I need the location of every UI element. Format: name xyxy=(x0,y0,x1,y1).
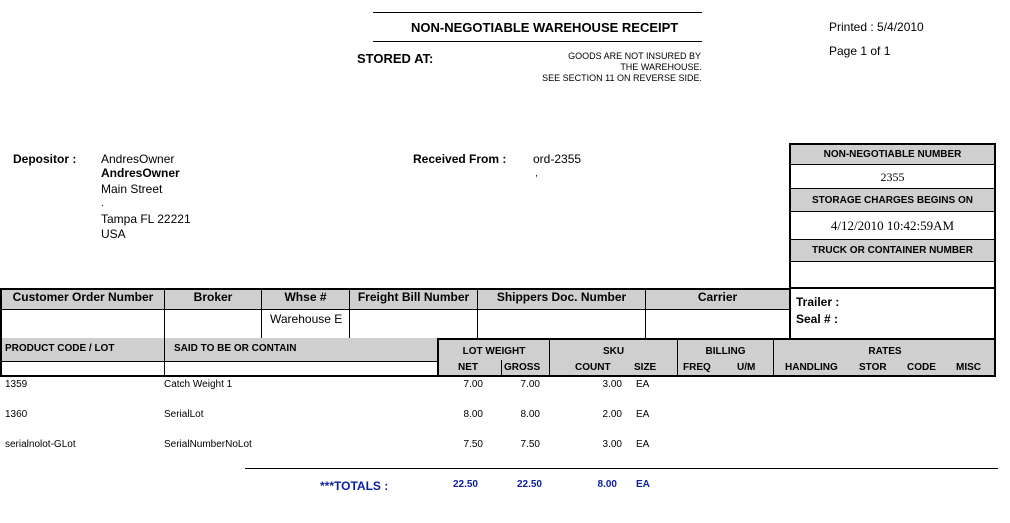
col-broker: Broker xyxy=(193,290,233,304)
order-divider-1 xyxy=(164,290,165,338)
net-gross-divider xyxy=(501,360,502,375)
items-header-left-sub xyxy=(0,362,438,377)
received-from-value: ord-2355 xyxy=(533,152,582,166)
received-from-value2: , xyxy=(535,168,538,179)
lot-weight-header: LOT WEIGHT xyxy=(462,346,526,357)
misc-header: MISC xyxy=(956,362,981,373)
depositor-line4: . xyxy=(101,198,104,209)
truck-label: TRUCK OR CONTAINER NUMBER xyxy=(812,245,973,256)
nn-number-cell xyxy=(791,165,994,189)
depositor-city: Tampa FL 22221 xyxy=(101,212,191,226)
seal-label: Seal # : xyxy=(796,312,839,326)
handling-header: HANDLING xyxy=(785,362,838,373)
freq-header: FREQ xyxy=(683,362,711,373)
title-bottom-rule xyxy=(373,41,702,42)
order-divider-5 xyxy=(645,290,646,338)
order-divider-3 xyxy=(349,290,350,338)
totals-size: EA xyxy=(636,479,650,490)
item-code: 1360 xyxy=(5,409,28,420)
val-whse: Warehouse E xyxy=(270,312,343,326)
storage-value: 4/12/2010 10:42:59AM xyxy=(830,218,955,233)
title-top-rule xyxy=(373,12,702,13)
count-header: COUNT xyxy=(575,362,611,373)
net-header: NET xyxy=(458,362,478,373)
page-number: Page 1 of 1 xyxy=(829,44,891,58)
col-shippers-doc: Shippers Doc. Number xyxy=(496,290,627,304)
item-desc: SerialLot xyxy=(164,409,204,420)
trailer-label: Trailer : xyxy=(796,295,840,309)
nn-number-label: NON-NEGOTIABLE NUMBER xyxy=(823,149,962,160)
size-header: SIZE xyxy=(634,362,657,373)
truck-header xyxy=(791,240,994,262)
received-from-label: Received From : xyxy=(413,152,507,166)
insurance-note-3: SEE SECTION 11 ON REVERSE SIDE. xyxy=(542,73,702,83)
receipt-title: NON-NEGOTIABLE WAREHOUSE RECEIPT xyxy=(411,20,679,35)
storage-cell xyxy=(791,212,994,240)
said-to-be-header: SAID TO BE OR CONTAIN xyxy=(174,343,297,354)
right-box-divider xyxy=(789,287,996,289)
items-left-divider xyxy=(164,338,165,376)
val-broker xyxy=(167,312,259,336)
totals-label: ***TOTALS : xyxy=(320,479,389,493)
product-code-header: PRODUCT CODE / LOT xyxy=(5,343,115,354)
totals-rule xyxy=(245,468,998,469)
col-whse: Whse # xyxy=(284,290,327,304)
item-count: 3.00 xyxy=(602,379,622,390)
val-customer-order xyxy=(4,312,162,336)
billing-header: BILLING xyxy=(705,346,746,357)
sku-header: SKU xyxy=(602,346,625,357)
stor-header: STOR xyxy=(859,362,887,373)
col-freight-bill: Freight Bill Number xyxy=(357,290,470,304)
item-count: 3.00 xyxy=(602,439,622,450)
nn-number-header xyxy=(791,145,994,165)
item-code: serialnolot-GLot xyxy=(5,439,76,450)
item-code: 1359 xyxy=(5,379,28,390)
totals-gross: 22.50 xyxy=(516,479,542,490)
nn-number-value: 2355 xyxy=(880,170,905,184)
col-carrier: Carrier xyxy=(697,290,738,304)
item-gross: 7.50 xyxy=(520,439,540,450)
item-net: 8.00 xyxy=(463,409,483,420)
insurance-note-2: THE WAREHOUSE. xyxy=(620,62,702,72)
item-size: EA xyxy=(636,379,650,390)
order-divider-2 xyxy=(261,290,262,338)
val-freight-bill xyxy=(352,312,475,336)
totals-net: 22.50 xyxy=(452,479,478,490)
item-size: EA xyxy=(636,409,650,420)
val-carrier xyxy=(648,312,787,336)
item-gross: 8.00 xyxy=(520,409,540,420)
item-size: EA xyxy=(636,439,650,450)
depositor-label: Depositor : xyxy=(13,152,77,166)
storage-label: STORAGE CHARGES BEGINS ON xyxy=(812,195,973,206)
printed-date: Printed : 5/4/2010 xyxy=(829,20,924,34)
depositor-street: Main Street xyxy=(101,182,163,196)
item-net: 7.50 xyxy=(463,439,483,450)
item-gross: 7.00 xyxy=(520,379,540,390)
item-desc: Catch Weight 1 xyxy=(164,379,233,390)
depositor-name: AndresOwner xyxy=(101,152,175,166)
item-desc: SerialNumberNoLot xyxy=(164,439,252,450)
totals-count: 8.00 xyxy=(597,479,617,490)
depositor-country: USA xyxy=(101,227,126,241)
item-count: 2.00 xyxy=(602,409,622,420)
depositor-name-bold: AndresOwner xyxy=(101,166,180,180)
item-net: 7.00 xyxy=(463,379,483,390)
val-shippers-doc xyxy=(480,312,643,336)
rates-header: RATES xyxy=(868,346,902,357)
gross-header: GROSS xyxy=(504,362,541,373)
order-divider-4 xyxy=(477,290,478,338)
um-header: U/M xyxy=(737,362,756,373)
stored-at-label: STORED AT: xyxy=(357,51,434,66)
insurance-note-1: GOODS ARE NOT INSURED BY xyxy=(568,51,701,61)
code-header: CODE xyxy=(907,362,936,373)
col-customer-order: Customer Order Number xyxy=(12,290,154,304)
storage-header xyxy=(791,189,994,212)
